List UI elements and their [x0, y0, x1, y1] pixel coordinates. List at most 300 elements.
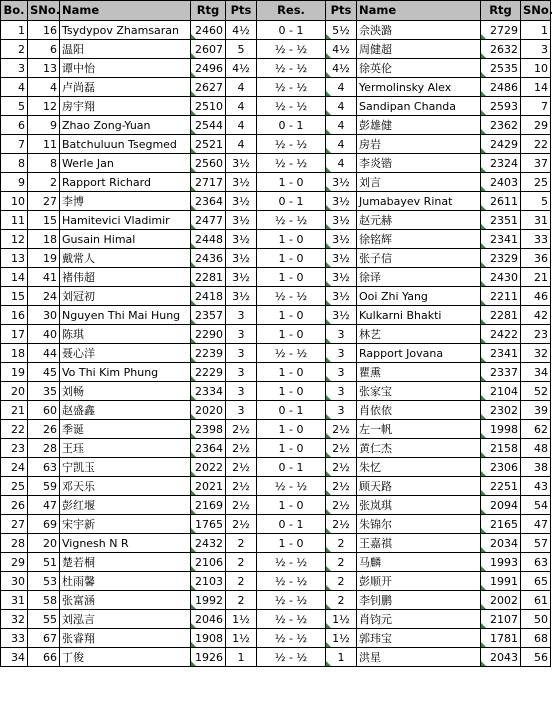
player-name-black: Rapport Jovana — [357, 344, 481, 363]
points-white: 4 — [226, 135, 257, 154]
player-name-white: Vignesh N R — [60, 534, 191, 553]
player-name-black: 瞿熏 — [357, 363, 481, 382]
start-number-black: 68 — [521, 629, 551, 648]
player-name-black: 赵元赫 — [357, 211, 481, 230]
start-number-black: 37 — [521, 154, 551, 173]
start-number-black: 65 — [521, 572, 551, 591]
points-black: 3½ — [326, 192, 357, 211]
table-body — [1, 21, 551, 667]
board-cell: 3 — [1, 59, 28, 78]
player-name-white: 赵盛鑫 — [60, 401, 191, 420]
start-number-cell: 45 — [28, 363, 60, 382]
board-cell: 8 — [1, 154, 28, 173]
points-white: 5 — [226, 40, 257, 59]
result-cell: 1 - 0 — [257, 382, 326, 401]
player-name-white: 丁俊 — [60, 648, 191, 667]
rating-white: 2106 — [191, 553, 226, 572]
player-name-white: Nguyen Thi Mai Hung — [60, 306, 191, 325]
start-number-black: 56 — [521, 648, 551, 667]
player-name-white: 张睿翔 — [60, 629, 191, 648]
start-number-cell: 9 — [28, 116, 60, 135]
start-number-black: 63 — [521, 553, 551, 572]
rating-white: 2627 — [191, 78, 226, 97]
start-number-cell: 18 — [28, 230, 60, 249]
board-cell: 19 — [1, 363, 28, 382]
start-number-black: 47 — [521, 515, 551, 534]
player-name-white: 房宇翔 — [60, 97, 191, 116]
result-cell: ½ - ½ — [257, 477, 326, 496]
player-name-black: 郭玮宝 — [357, 629, 481, 648]
board-cell: 15 — [1, 287, 28, 306]
start-number-cell: 47 — [28, 496, 60, 515]
rating-black: 2165 — [481, 515, 521, 534]
start-number-cell: 35 — [28, 382, 60, 401]
rating-white: 1926 — [191, 648, 226, 667]
board-cell: 16 — [1, 306, 28, 325]
points-white: 1½ — [226, 610, 257, 629]
header-rating-white: Rtg — [191, 1, 226, 21]
table-row — [1, 382, 551, 401]
player-name-black: 彭顺开 — [357, 572, 481, 591]
result-cell: ½ - ½ — [257, 629, 326, 648]
rating-black: 2611 — [481, 192, 521, 211]
start-number-cell: 69 — [28, 515, 60, 534]
player-name-black: Yermolinsky Alex — [357, 78, 481, 97]
player-name-black: 黄仁杰 — [357, 439, 481, 458]
points-black: 3½ — [326, 268, 357, 287]
start-number-black: 61 — [521, 591, 551, 610]
start-number-cell: 12 — [28, 97, 60, 116]
table-row — [1, 230, 551, 249]
rating-white: 2544 — [191, 116, 226, 135]
board-cell: 30 — [1, 572, 28, 591]
points-white: 4½ — [226, 21, 257, 40]
points-white: 2½ — [226, 458, 257, 477]
start-number-black: 5 — [521, 192, 551, 211]
board-cell: 14 — [1, 268, 28, 287]
player-name-white: Gusain Himal — [60, 230, 191, 249]
header-rating-black: Rtg — [481, 1, 521, 21]
points-black: 3 — [326, 344, 357, 363]
rating-black: 2729 — [481, 21, 521, 40]
result-cell: 0 - 1 — [257, 192, 326, 211]
player-name-black: 周健超 — [357, 40, 481, 59]
points-black: 2 — [326, 572, 357, 591]
player-name-black: 左一帆 — [357, 420, 481, 439]
table-row — [1, 40, 551, 59]
start-number-cell: 20 — [28, 534, 60, 553]
rating-black: 2211 — [481, 287, 521, 306]
points-black: 2 — [326, 553, 357, 572]
start-number-cell: 27 — [28, 192, 60, 211]
result-cell: ½ - ½ — [257, 135, 326, 154]
table-row — [1, 515, 551, 534]
rating-black: 2002 — [481, 591, 521, 610]
start-number-cell: 66 — [28, 648, 60, 667]
player-name-black: 马麟 — [357, 553, 481, 572]
player-name-white: 刘畅 — [60, 382, 191, 401]
rating-white: 2460 — [191, 21, 226, 40]
table-row — [1, 458, 551, 477]
board-cell: 2 — [1, 40, 28, 59]
start-number-black: 43 — [521, 477, 551, 496]
rating-white: 2432 — [191, 534, 226, 553]
rating-black: 2324 — [481, 154, 521, 173]
points-white: 3 — [226, 401, 257, 420]
player-name-white: 王珏 — [60, 439, 191, 458]
rating-black: 2403 — [481, 173, 521, 192]
table-row — [1, 173, 551, 192]
rating-black: 2341 — [481, 230, 521, 249]
player-name-black: Sandipan Chanda — [357, 97, 481, 116]
rating-white: 2364 — [191, 439, 226, 458]
header-row — [1, 1, 551, 21]
header-start-number-black: SNo. — [521, 1, 551, 21]
table-row — [1, 629, 551, 648]
player-name-white: 张富涵 — [60, 591, 191, 610]
header-start-number: SNo. — [28, 1, 60, 21]
points-black: 3 — [326, 401, 357, 420]
result-cell: 0 - 1 — [257, 515, 326, 534]
start-number-black: 38 — [521, 458, 551, 477]
table-row — [1, 249, 551, 268]
rating-white: 2436 — [191, 249, 226, 268]
player-name-black: 顾天路 — [357, 477, 481, 496]
rating-black: 2535 — [481, 59, 521, 78]
rating-white: 2364 — [191, 192, 226, 211]
table-row — [1, 192, 551, 211]
points-white: 3 — [226, 344, 257, 363]
rating-black: 1998 — [481, 420, 521, 439]
player-name-white: 楚若桐 — [60, 553, 191, 572]
result-cell: ½ - ½ — [257, 287, 326, 306]
result-cell: 1 - 0 — [257, 249, 326, 268]
points-black: 2½ — [326, 496, 357, 515]
table-row — [1, 344, 551, 363]
player-name-black: 佘泱潞 — [357, 21, 481, 40]
rating-black: 2302 — [481, 401, 521, 420]
result-cell: 1 - 0 — [257, 496, 326, 515]
player-name-white: 彭红堰 — [60, 496, 191, 515]
player-name-white: Vo Thi Kim Phung — [60, 363, 191, 382]
header-points-white: Pts — [226, 1, 257, 21]
rating-black: 2281 — [481, 306, 521, 325]
start-number-cell: 58 — [28, 591, 60, 610]
rating-white: 2103 — [191, 572, 226, 591]
header-result: Res. — [257, 1, 326, 21]
result-cell: 1 - 0 — [257, 439, 326, 458]
board-cell: 12 — [1, 230, 28, 249]
table-row — [1, 287, 551, 306]
player-name-white: 温阳 — [60, 40, 191, 59]
board-cell: 7 — [1, 135, 28, 154]
points-white: 3½ — [226, 287, 257, 306]
result-cell: ½ - ½ — [257, 97, 326, 116]
player-name-white: 邓天乐 — [60, 477, 191, 496]
table-row — [1, 78, 551, 97]
start-number-cell: 4 — [28, 78, 60, 97]
board-cell: 1 — [1, 21, 28, 40]
points-white: 2 — [226, 534, 257, 553]
player-name-black: 洪星 — [357, 648, 481, 667]
board-cell: 34 — [1, 648, 28, 667]
player-name-white: 宋宇新 — [60, 515, 191, 534]
player-name-white: 聂心洋 — [60, 344, 191, 363]
rating-black: 2362 — [481, 116, 521, 135]
table-row — [1, 534, 551, 553]
rating-white: 1992 — [191, 591, 226, 610]
start-number-black: 46 — [521, 287, 551, 306]
start-number-black: 33 — [521, 230, 551, 249]
player-name-white: 刘冠初 — [60, 287, 191, 306]
player-name-black: 朱忆 — [357, 458, 481, 477]
player-name-black: 李炎锴 — [357, 154, 481, 173]
start-number-black: 23 — [521, 325, 551, 344]
points-black: 3½ — [326, 249, 357, 268]
start-number-cell: 16 — [28, 21, 60, 40]
points-black: 2 — [326, 534, 357, 553]
player-name-white: 戴常人 — [60, 249, 191, 268]
rating-white: 2046 — [191, 610, 226, 629]
points-black: 2½ — [326, 439, 357, 458]
rating-black: 2107 — [481, 610, 521, 629]
start-number-black: 21 — [521, 268, 551, 287]
start-number-black: 50 — [521, 610, 551, 629]
table-row — [1, 553, 551, 572]
rating-black: 2351 — [481, 211, 521, 230]
player-name-white: 刘泓言 — [60, 610, 191, 629]
points-black: 2½ — [326, 477, 357, 496]
points-white: 3 — [226, 325, 257, 344]
points-black: 4 — [326, 97, 357, 116]
result-cell: 0 - 1 — [257, 116, 326, 135]
table-row — [1, 97, 551, 116]
points-white: 1½ — [226, 629, 257, 648]
rating-black: 1993 — [481, 553, 521, 572]
board-cell: 31 — [1, 591, 28, 610]
points-white: 4½ — [226, 59, 257, 78]
result-cell: ½ - ½ — [257, 344, 326, 363]
points-black: 5½ — [326, 21, 357, 40]
rating-white: 2496 — [191, 59, 226, 78]
table-row — [1, 591, 551, 610]
start-number-cell: 41 — [28, 268, 60, 287]
start-number-cell: 15 — [28, 211, 60, 230]
rating-black: 2632 — [481, 40, 521, 59]
rating-black: 2337 — [481, 363, 521, 382]
points-white: 3½ — [226, 230, 257, 249]
result-cell: 1 - 0 — [257, 363, 326, 382]
points-white: 2 — [226, 572, 257, 591]
rating-black: 2094 — [481, 496, 521, 515]
points-white: 3 — [226, 382, 257, 401]
player-name-black: 徐英伦 — [357, 59, 481, 78]
board-cell: 10 — [1, 192, 28, 211]
table-row — [1, 268, 551, 287]
board-cell: 25 — [1, 477, 28, 496]
start-number-cell: 30 — [28, 306, 60, 325]
points-black: 3½ — [326, 306, 357, 325]
header-board: Bo. — [1, 1, 28, 21]
points-white: 4 — [226, 78, 257, 97]
player-name-black: Kulkarni Bhakti — [357, 306, 481, 325]
points-white: 1 — [226, 648, 257, 667]
table-row — [1, 306, 551, 325]
points-white: 2½ — [226, 420, 257, 439]
points-white: 3½ — [226, 268, 257, 287]
rating-black: 2306 — [481, 458, 521, 477]
rating-white: 2418 — [191, 287, 226, 306]
player-name-white: Hamitevici Vladimir — [60, 211, 191, 230]
points-white: 2½ — [226, 515, 257, 534]
result-cell: 1 - 0 — [257, 230, 326, 249]
points-white: 4 — [226, 97, 257, 116]
result-cell: ½ - ½ — [257, 610, 326, 629]
rating-white: 2020 — [191, 401, 226, 420]
start-number-black: 54 — [521, 496, 551, 515]
points-black: 1½ — [326, 610, 357, 629]
board-cell: 33 — [1, 629, 28, 648]
table-row — [1, 116, 551, 135]
rating-white: 2560 — [191, 154, 226, 173]
table-row — [1, 572, 551, 591]
start-number-black: 7 — [521, 97, 551, 116]
rating-black: 2422 — [481, 325, 521, 344]
points-black: 2½ — [326, 420, 357, 439]
rating-white: 2521 — [191, 135, 226, 154]
rating-white: 2021 — [191, 477, 226, 496]
start-number-cell: 53 — [28, 572, 60, 591]
points-white: 3½ — [226, 173, 257, 192]
result-cell: 1 - 0 — [257, 534, 326, 553]
table-row — [1, 496, 551, 515]
rating-black: 2486 — [481, 78, 521, 97]
rating-white: 2398 — [191, 420, 226, 439]
points-black: 3½ — [326, 173, 357, 192]
start-number-black: 10 — [521, 59, 551, 78]
points-black: 3½ — [326, 287, 357, 306]
player-name-white: 陈琪 — [60, 325, 191, 344]
points-white: 3½ — [226, 211, 257, 230]
player-name-white: 褚伟超 — [60, 268, 191, 287]
rating-white: 2239 — [191, 344, 226, 363]
player-name-white: 卢尚磊 — [60, 78, 191, 97]
start-number-cell: 26 — [28, 420, 60, 439]
points-black: 3 — [326, 363, 357, 382]
player-name-white: Rapport Richard — [60, 173, 191, 192]
rating-white: 2448 — [191, 230, 226, 249]
result-cell: 1 - 0 — [257, 420, 326, 439]
points-white: 3 — [226, 306, 257, 325]
player-name-black: 肖依依 — [357, 401, 481, 420]
result-cell: ½ - ½ — [257, 591, 326, 610]
result-cell: 1 - 0 — [257, 268, 326, 287]
start-number-black: 52 — [521, 382, 551, 401]
table-row — [1, 401, 551, 420]
player-name-black: 徐译 — [357, 268, 481, 287]
player-name-white: 谭中怡 — [60, 59, 191, 78]
result-cell: 0 - 1 — [257, 401, 326, 420]
result-cell: ½ - ½ — [257, 40, 326, 59]
points-black: 4 — [326, 116, 357, 135]
start-number-black: 1 — [521, 21, 551, 40]
points-black: 3½ — [326, 211, 357, 230]
result-cell: ½ - ½ — [257, 648, 326, 667]
header-points-black: Pts — [326, 1, 357, 21]
start-number-cell: 55 — [28, 610, 60, 629]
player-name-black: 朱锦尔 — [357, 515, 481, 534]
player-name-black: Jumabayev Rinat — [357, 192, 481, 211]
table-header — [1, 1, 551, 21]
rating-black: 2341 — [481, 344, 521, 363]
start-number-cell: 24 — [28, 287, 60, 306]
player-name-black: 张家宝 — [357, 382, 481, 401]
rating-white: 2607 — [191, 40, 226, 59]
player-name-black: 肖钧元 — [357, 610, 481, 629]
board-cell: 11 — [1, 211, 28, 230]
points-white: 3½ — [226, 249, 257, 268]
rating-black: 2043 — [481, 648, 521, 667]
points-black: 4 — [326, 154, 357, 173]
rating-white: 1765 — [191, 515, 226, 534]
start-number-black: 57 — [521, 534, 551, 553]
start-number-cell: 63 — [28, 458, 60, 477]
board-cell: 28 — [1, 534, 28, 553]
table-row — [1, 154, 551, 173]
start-number-black: 32 — [521, 344, 551, 363]
result-cell: 0 - 1 — [257, 21, 326, 40]
points-black: 3½ — [326, 230, 357, 249]
rating-black: 2329 — [481, 249, 521, 268]
result-cell: 0 - 1 — [257, 458, 326, 477]
rating-black: 2158 — [481, 439, 521, 458]
rating-white: 2022 — [191, 458, 226, 477]
player-name-black: 张子信 — [357, 249, 481, 268]
board-cell: 21 — [1, 401, 28, 420]
board-cell: 4 — [1, 78, 28, 97]
board-cell: 23 — [1, 439, 28, 458]
start-number-cell: 60 — [28, 401, 60, 420]
table-row — [1, 59, 551, 78]
rating-white: 2169 — [191, 496, 226, 515]
points-white: 2½ — [226, 439, 257, 458]
rating-black: 1991 — [481, 572, 521, 591]
table-row — [1, 135, 551, 154]
player-name-white: 宁凯玉 — [60, 458, 191, 477]
board-cell: 29 — [1, 553, 28, 572]
player-name-black: 张岚琪 — [357, 496, 481, 515]
result-cell: 1 - 0 — [257, 306, 326, 325]
table-row — [1, 477, 551, 496]
start-number-black: 39 — [521, 401, 551, 420]
player-name-black: 刘言 — [357, 173, 481, 192]
header-name-white: Name — [60, 1, 191, 21]
points-black: 4½ — [326, 59, 357, 78]
rating-white: 2717 — [191, 173, 226, 192]
start-number-cell: 51 — [28, 553, 60, 572]
points-white: 3½ — [226, 192, 257, 211]
table-row — [1, 648, 551, 667]
rating-white: 2510 — [191, 97, 226, 116]
result-cell: ½ - ½ — [257, 154, 326, 173]
player-name-white: 季诞 — [60, 420, 191, 439]
rating-white: 2290 — [191, 325, 226, 344]
table-row — [1, 325, 551, 344]
board-cell: 22 — [1, 420, 28, 439]
start-number-black: 62 — [521, 420, 551, 439]
points-white: 2 — [226, 553, 257, 572]
board-cell: 18 — [1, 344, 28, 363]
